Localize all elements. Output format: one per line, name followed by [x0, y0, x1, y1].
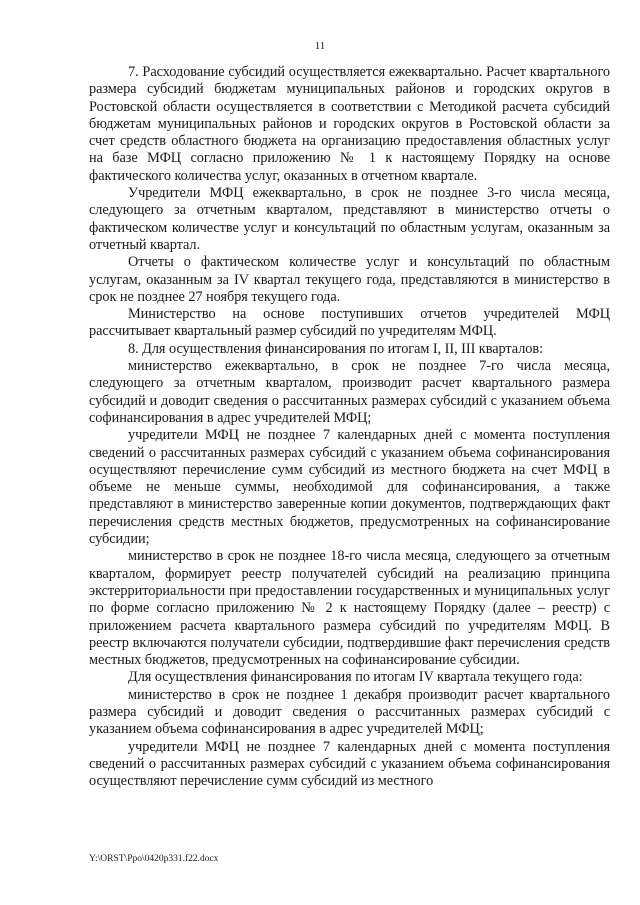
paragraph-ministry-calculation: Министерство на основе поступивших отчетов учредителей МФЦ рассчитывает квартальный размер субсидий по учредителям МФЦ.	[89, 306, 610, 340]
paragraph-q4-financing: Для осуществления финансирования по итогам IV квартала текущего года:	[128, 669, 583, 686]
footer-file-path: Y:\ORST\Ppo\0420p331.f22.docx	[89, 854, 219, 864]
paragraph-founders-reports: Учредители МФЦ ежеквартально, в срок не позднее 3-го числа месяца, следующего за отчетным кварталом, представляют в министерство отчеты о фактическом количестве услуг и консультаций по областным услугам, оказанным за отчетный квартал.	[89, 185, 610, 253]
paragraph-ministry-december: министерство в срок не позднее 1 декабря производит расчет квартального размера субсидий и доводит сведения о рассчитанных размерах субсидий с указанием объема софинансирования в адрес учредителей МФЦ;	[89, 686, 610, 738]
paragraph-item-7: 7. Расходование субсидий осуществляется ежеквартально. Расчет квартального размера субсидий бюджетам муниципальных районов и городских округов в Ростовской области осуществляется в соответствии с Методикой расчета субсидий бюджетам муниципальных районов и городских округов в Ростовской области за счет средств областного бюджета на организацию предоставления областных услуг на базе МФЦ согласно приложению № 1 к настоящему Порядку на основе фактического количества услуг, оказанных в отчетном квартале.	[89, 64, 610, 184]
paragraph-item-8: 8. Для осуществления финансирования по итогам I, II, III кварталов:	[128, 340, 544, 357]
page-number: 11	[314, 40, 326, 52]
paragraph-ministry-register: министерство в срок не позднее 18-го числа месяца, следующего за отчетным кварталом, формирует реестр получателей субсидий на реализацию принципа экстерриториальности при предоставлении государственных и муниципальных услуг по форме согласно приложению № 2 к настоящему Порядку (далее – реестр) с приложением расчета квартального размера субсидий по учредителям МФЦ. В реестр включаются получатели субсидии, подтвердившие факт перечисления средств местных бюджетов, предусмотренных на софинансирование субсидии.	[89, 548, 610, 669]
paragraph-founders-transfer-q4: учредители МФЦ не позднее 7 календарных дней с момента поступления сведений о рассчитанных размерах субсидий с указанием объема софинансирования осуществляют перечисление сумм субсидий из местного	[89, 738, 610, 790]
paragraph-founders-transfer: учредители МФЦ не позднее 7 календарных дней с момента поступления сведений о рассчитанных размерах субсидий с указанием объема софинансирования осуществляют перечисление сумм субсидий из местного бюджета на счет МФЦ в объеме не меньше суммы, необходимой для софинансирования, а также представляют в министерство заверенные копии документов, подтверждающих факт перечисления средств местных бюджетов, предусмотренных на софинансирование субсидии;	[89, 427, 610, 548]
paragraph-ministry-quarterly: министерство ежеквартально, в срок не позднее 7-го числа месяца, следующего за отчетным кварталом, производит расчет квартального размера субсидий и доводит сведения о рассчитанных размерах субсидий с указанием объема софинансирования в адрес учредителей МФЦ;	[89, 358, 610, 426]
paragraph-q4-reports: Отчеты о фактическом количестве услуг и консультаций по областным услугам, оказанным за IV квартал текущего года, представляются в министерство в срок не позднее 27 ноября текущего года.	[89, 254, 610, 305]
document-body	[89, 64, 610, 790]
